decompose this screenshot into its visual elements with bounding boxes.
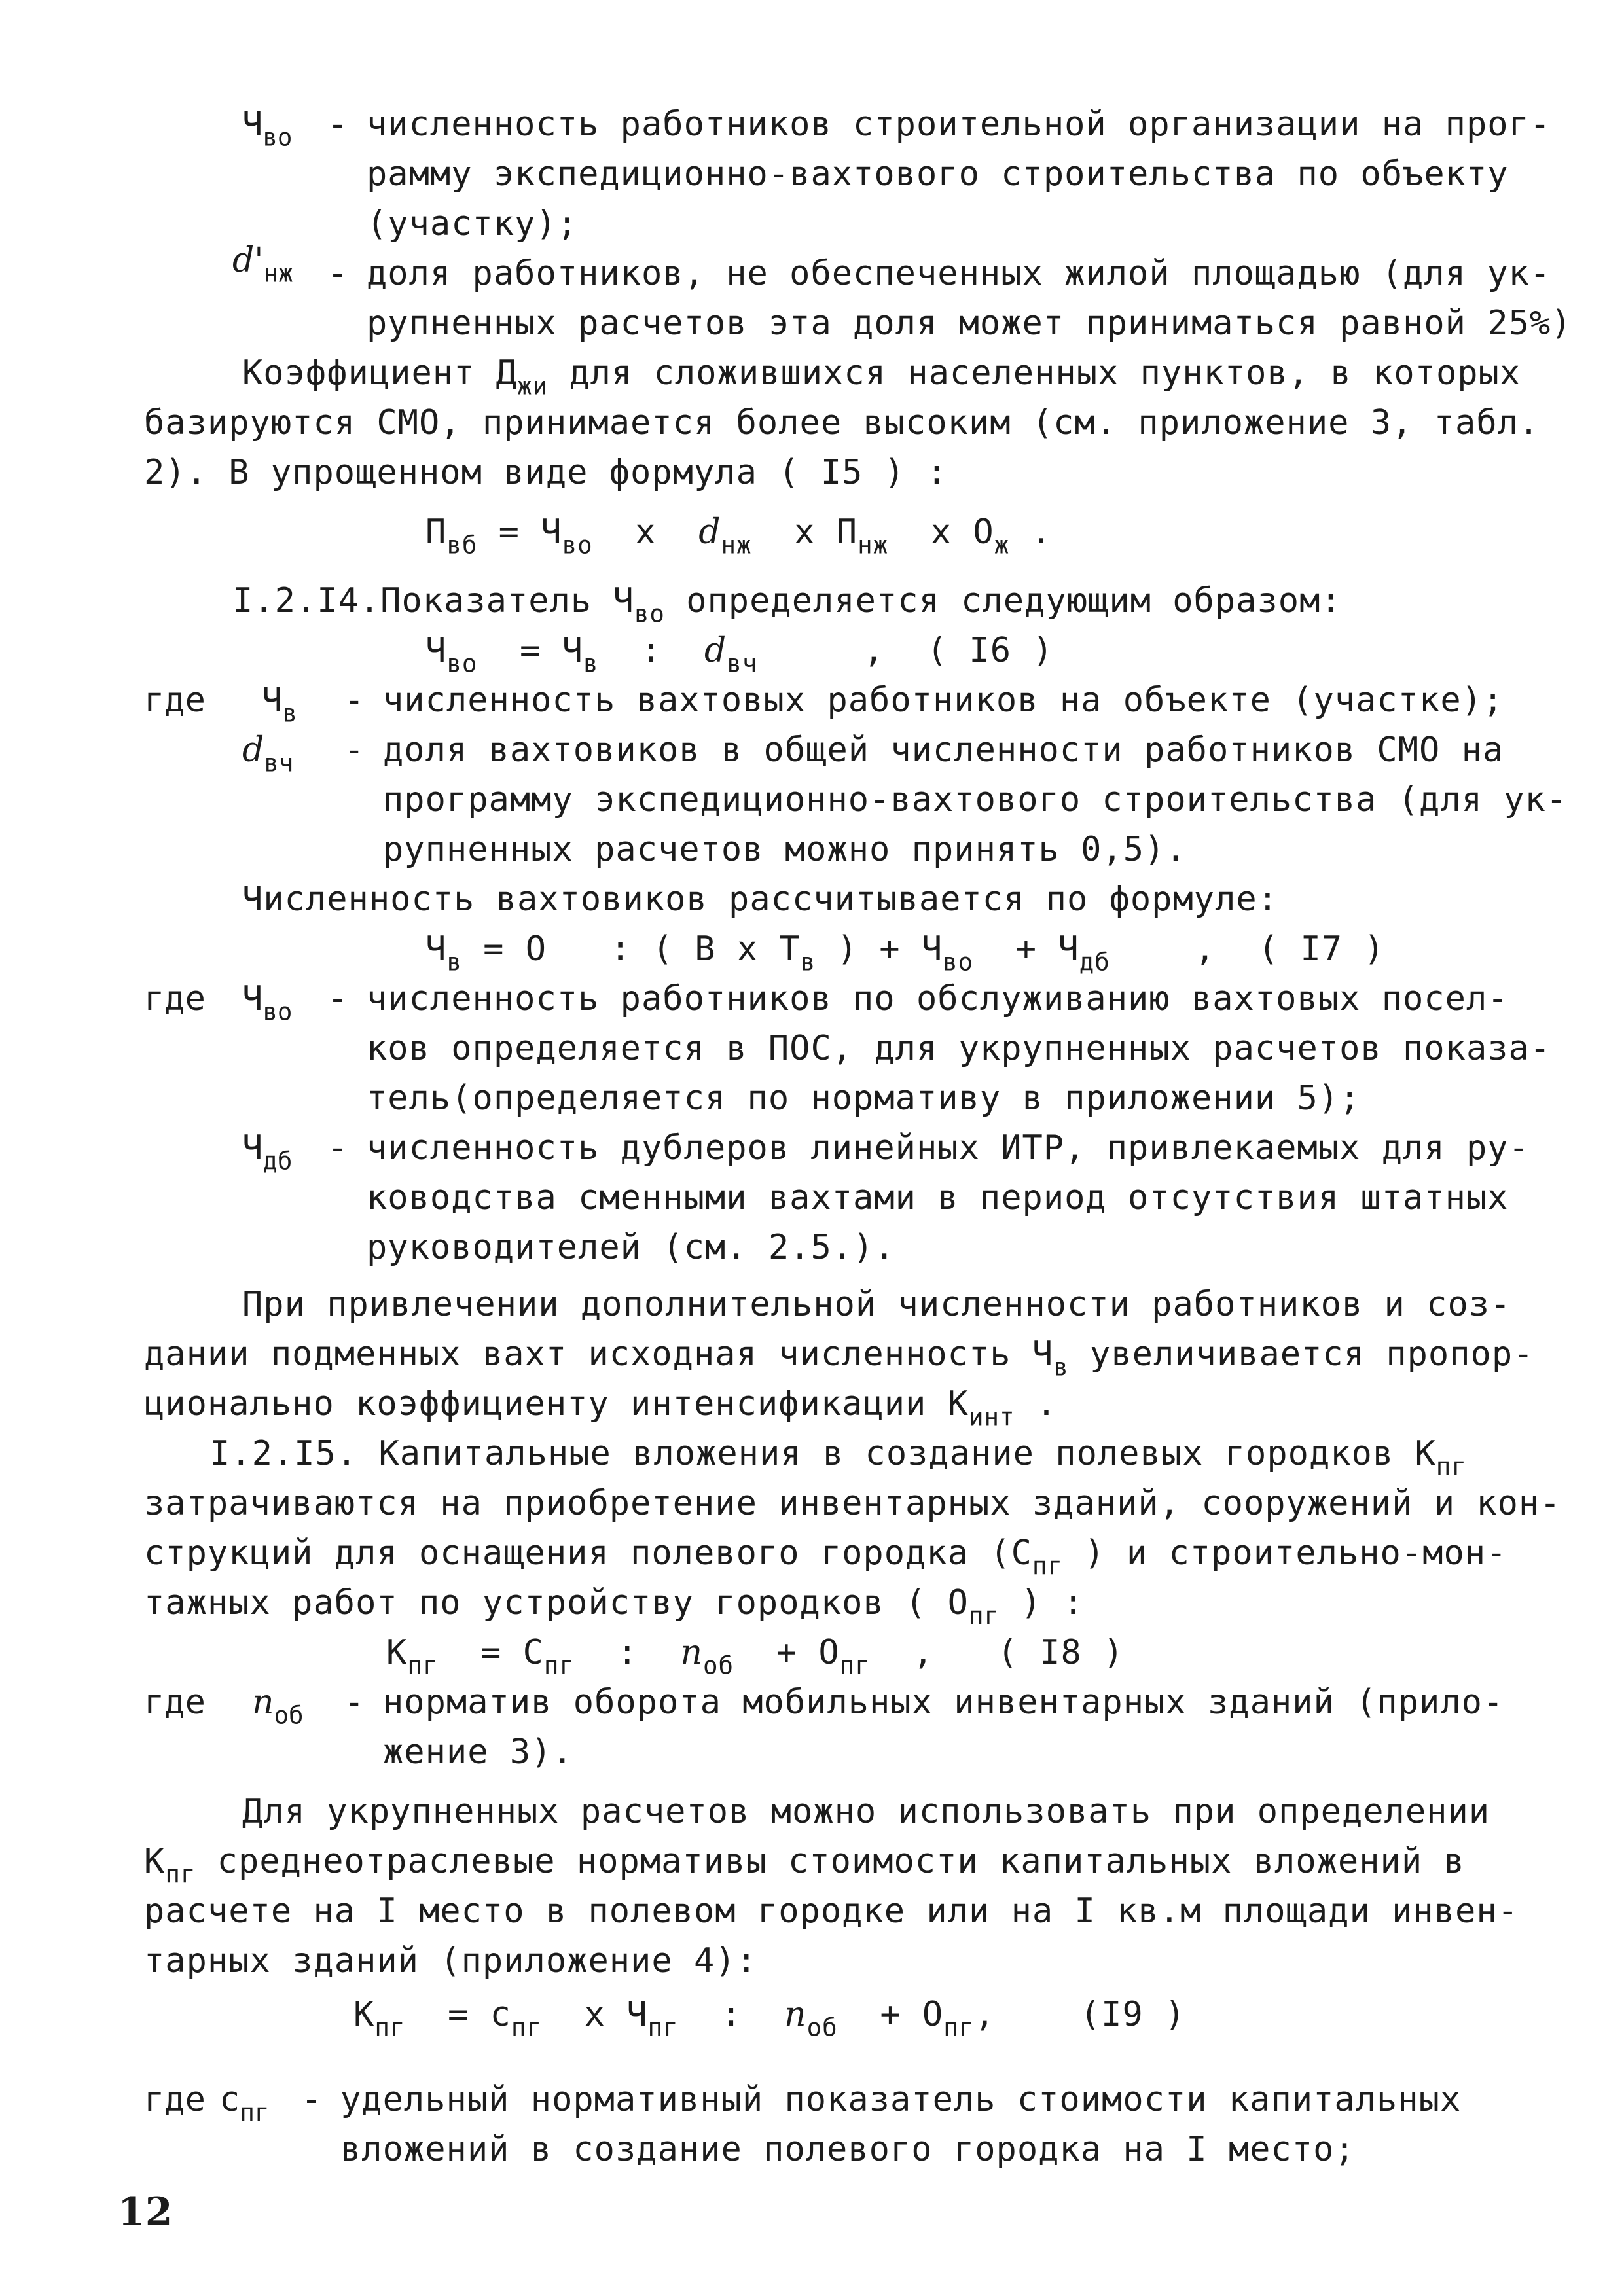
definition-line: программу экспедиционно-вахтового строительства (для ук-	[383, 780, 1568, 819]
paragraph-line: тарных зданий (приложение 4):	[144, 1941, 757, 1981]
definition-line: норматив оборота мобильных инвентарных зданий (прило-	[383, 1683, 1504, 1722]
where-label: где	[144, 681, 206, 720]
definition-line: рупненных расчетов эта доля может приниматься равной 25%)	[367, 304, 1572, 343]
def-dash: -	[344, 730, 365, 770]
symbol-s-pg: $с_{пг}$	[219, 2080, 270, 2127]
symbol-ch-vo: $Ч_{во}$	[242, 979, 293, 1026]
def-dash: -	[301, 2080, 322, 2119]
definition-line: доля работников, не обеспеченных жилой площадью (для ук-	[367, 254, 1551, 293]
paragraph-line: базируются СМО, принимается более высоким (см. приложение 3, табл.	[144, 403, 1540, 442]
definition-line: численность дублеров линейных ИТР, привлекаемых для ру-	[367, 1128, 1530, 1168]
definition-line: ководства сменными вахтами в период отсутствия штатных	[367, 1178, 1509, 1217]
formula-15: $П_{вб} = Ч_{во}$ x $d_{нж}$ x $П_{нж}$ x $О_ж$ .	[425, 512, 1052, 560]
where-label: где	[144, 2080, 206, 2119]
definition-line: рупненных расчетов можно принять 0,5).	[383, 830, 1187, 869]
where-label: где	[144, 979, 206, 1018]
definition-line: тель(определяется по нормативу в приложении 5);	[367, 1079, 1361, 1118]
paragraph-line: Коэффициент $Д_{жи}$ для сложившихся населенных пунктов, в которых	[242, 353, 1521, 401]
section-heading-1-2-14: I.2.I4.Показатель $Ч_{во}$ определяется следующим образом:	[232, 581, 1342, 628]
def-dash: -	[327, 979, 348, 1018]
definition-line: численность работников по обслуживанию вахтовых посел-	[367, 979, 1509, 1018]
paragraph-line: При привлечении дополнительной численности работников и соз-	[242, 1285, 1511, 1324]
formula-16: $Ч_{во} = Ч_в$ : $d_{вч}$ , ( I6 )	[425, 631, 1054, 678]
paragraph-line: затрачиваются на приобретение инвентарных зданий, сооружений и кон-	[144, 1484, 1561, 1523]
formula-17: $Ч_в = О$ : ( В x $Т_в$ ) + $Ч_{во} + Ч_{дб}$ , ( I7 )	[425, 929, 1385, 977]
definition-line: (участку);	[367, 204, 579, 243]
symbol-n-ob: $n_{об}$	[252, 1683, 304, 1730]
definition-line: руководителей (см. 2.5.).	[367, 1228, 895, 1267]
symbol-ch-vo: $Ч_{во}$	[242, 105, 293, 152]
definition-line: вложений в создание полевого городка на I место;	[340, 2130, 1356, 2169]
paragraph-line: тажных работ по устройству городков ( $О_{пг}$ ) :	[144, 1583, 1085, 1630]
paragraph-line: Численность вахтовиков рассчитывается по формуле:	[242, 880, 1279, 919]
paragraph-line: дании подменных вахт исходная численность $Ч_в$ увеличивается пропор-	[144, 1335, 1534, 1382]
formula-18: $К_{пг} = С_{пг}$ : $n_{об} + О_{пг}$ , ( I8 )	[386, 1633, 1125, 1680]
definition-line: удельный нормативный показатель стоимости капитальных	[340, 2080, 1462, 2119]
section-heading-1-2-15: I.2.I5. Капитальные вложения в создание полевых городков $К_{пг}$	[209, 1434, 1467, 1481]
paragraph-line: струкций для оснащения полевого городка ($С_{пг}$ ) и строительно-мон-	[144, 1534, 1507, 1581]
paragraph-line: 2). В упрощенном виде формула ( I5 ) :	[144, 453, 948, 492]
symbol-ch-v: $Ч_в$	[262, 681, 297, 728]
definition-line: жение 3).	[383, 1732, 573, 1772]
where-label: где	[144, 1683, 206, 1722]
def-dash: -	[327, 105, 348, 144]
paragraph-line: $К_{пг}$ среднеотраслевые нормативы стоимости капитальных вложений в	[144, 1842, 1465, 1889]
definition-line: рамму экспедиционно-вахтового строительства по объекту	[367, 154, 1509, 194]
def-dash: -	[344, 681, 365, 720]
def-dash: -	[327, 254, 348, 293]
definition-line: численность работников строительной организации на прог-	[367, 105, 1551, 144]
definition-line: ков определяется в ПОС, для укрупненных расчетов показа-	[367, 1029, 1551, 1068]
symbol-d-nzh: $d'_{нж}$	[232, 241, 293, 288]
def-dash: -	[327, 1128, 348, 1168]
paragraph-line: расчете на I место в полевом городке или на I кв.м площади инвен-	[144, 1892, 1519, 1931]
symbol-d-vch: $d_{вч}$	[242, 730, 294, 778]
formula-19: $К_{пг} = с_{пг}$ x $Ч_{пг}$ : $n_{об} + О_{пг}$, (I9 )	[353, 1995, 1186, 2042]
paragraph-line: Для укрупненных расчетов можно использовать при определении	[242, 1792, 1490, 1831]
def-dash: -	[344, 1683, 365, 1722]
paragraph-line: ционально коэффициенту интенсификации $К_{инт}$ .	[144, 1384, 1058, 1431]
definition-line: доля вахтовиков в общей численности работников СМО на	[383, 730, 1504, 770]
definition-line: численность вахтовых работников на объекте (участке);	[383, 681, 1504, 720]
symbol-ch-db: $Ч_{дб}$	[242, 1128, 293, 1175]
page-number: 12	[118, 2189, 173, 2235]
